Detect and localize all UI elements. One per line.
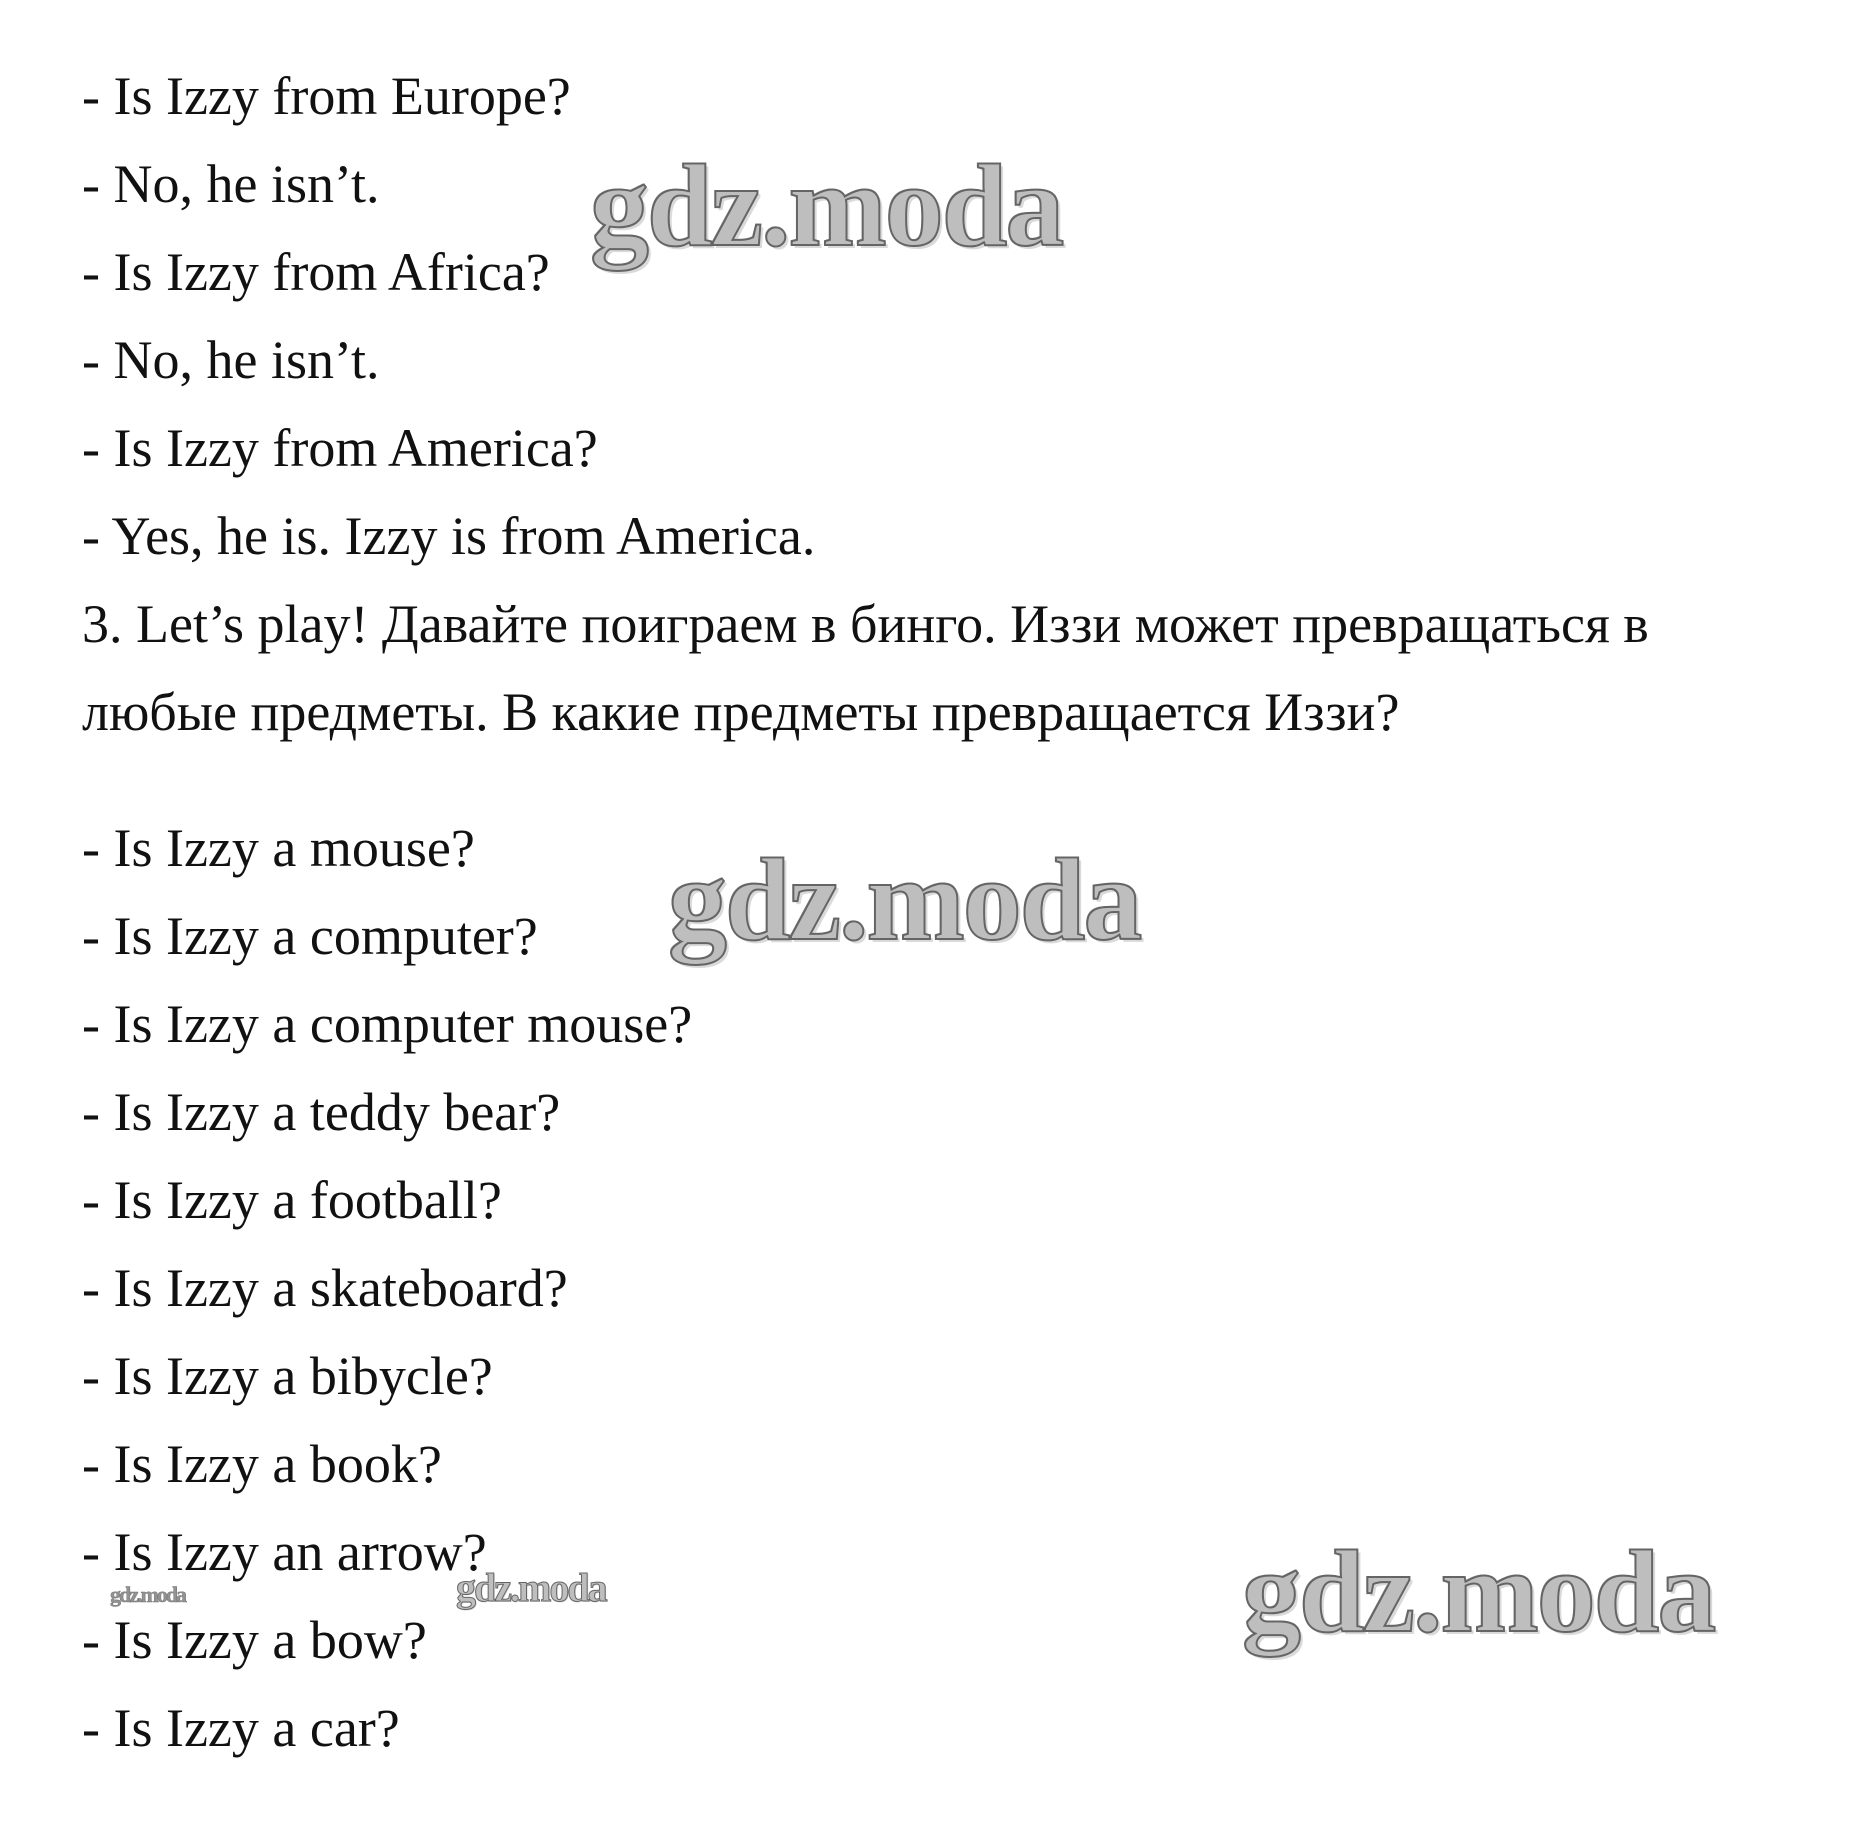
dialogue-line: - Yes, he is. Izzy is from America. <box>82 506 816 566</box>
watermark: gdz.moda <box>668 834 1141 965</box>
dialogue-line: - Is Izzy a computer mouse? <box>82 994 693 1054</box>
dialogue-line: - Is Izzy a bow? <box>82 1610 427 1670</box>
watermark: gdz.moda <box>1242 1526 1715 1657</box>
dialogue-line: - Is Izzy a teddy bear? <box>82 1082 561 1142</box>
dialogue-line: - Is Izzy a football? <box>82 1170 502 1230</box>
dialogue-line: - Is Izzy a computer? <box>82 906 538 966</box>
watermark: gdz.moda <box>590 140 1063 271</box>
dialogue-line: - No, he isn’t. <box>82 330 380 390</box>
watermark: gdz.moda <box>110 1582 186 1607</box>
dialogue-line: - Is Izzy a book? <box>82 1434 442 1494</box>
dialogue-line: - Is Izzy from America? <box>82 418 598 478</box>
dialogue-line: - Is Izzy a mouse? <box>82 818 475 878</box>
task-instruction: 3. Let’s play! Давайте поиграем в бинго. Иззи может превращаться в любые предметы. В какие предметы превращается Иззи? <box>82 594 1649 742</box>
dialogue-line: - Is Izzy a car? <box>82 1698 400 1758</box>
dialogue-line: - Is Izzy an arrow? <box>82 1522 487 1582</box>
dialogue-line: - No, he isn’t. <box>82 154 380 214</box>
dialogue-line: - Is Izzy a bibycle? <box>82 1346 493 1406</box>
dialogue-line: - Is Izzy from Africa? <box>82 242 550 302</box>
dialogue-line: - Is Izzy a skateboard? <box>82 1258 568 1318</box>
watermark: gdz.moda <box>456 1565 606 1610</box>
dialogue-line: - Is Izzy from Europe? <box>82 66 571 126</box>
